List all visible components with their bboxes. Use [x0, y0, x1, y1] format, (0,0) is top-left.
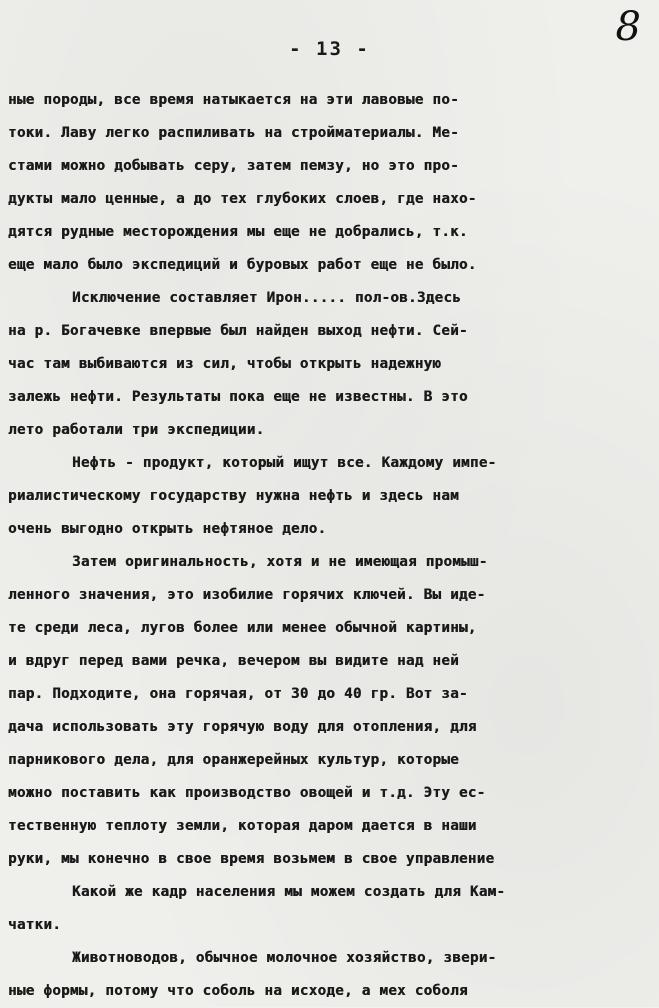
text-line: на р. Богачевке впервые был найден выход нефти. Сей- [8, 323, 468, 339]
text-line: риалистическому государству нужна нефть и здесь нам [8, 488, 459, 504]
paragraph-start-line: Нефть - продукт, который ищут все. Каждому импе- [72, 455, 497, 471]
text-line: ные формы, потому что соболь на исходе, а мех соболя [8, 983, 468, 999]
text-line: тественную теплоту земли, которая даром дается в наши [8, 818, 477, 834]
page-number: - 13 - [289, 38, 370, 60]
paragraph-start-line: Затем оригинальность, хотя и не имеющая промыш- [72, 554, 488, 570]
text-line: еще мало было экспедиций и буровых работ еще не было. [8, 257, 477, 273]
text-line: залежь нефти. Результаты пока еще не известны. В это [8, 389, 468, 405]
paragraph-start-line: Животноводов, обычное молочное хозяйство, звери- [72, 950, 497, 966]
text-line: ленного значения, это изобилие горячих ключей. Вы иде- [8, 587, 486, 603]
text-line: и вдруг перед вами речка, вечером вы видите над ней [8, 653, 459, 669]
paragraph-start-line: Какой же кадр населения мы можем создать для Кам- [72, 884, 506, 900]
text-line: дача использовать эту горячую воду для отопления, для [8, 719, 477, 735]
text-line: те среди леса, лугов более или менее обычной картины, [8, 620, 477, 636]
text-line: можно поставить как производство овощей и т.д. Эту ес- [8, 785, 486, 801]
text-line: парникового дела, для оранжерейных культур, которые [8, 752, 459, 768]
text-body [8, 84, 648, 1008]
text-line: пар. Подходите, она горячая, от 30 до 40 гр. Вот за- [8, 686, 468, 702]
text-line: лето работали три экспедиции. [8, 422, 265, 438]
text-line: дукты мало ценные, а до тех глубоких слоев, где нахо- [8, 191, 477, 207]
text-line: очень выгодно открыть нефтяное дело. [8, 521, 327, 537]
text-line: ные породы, все время натыкается на эти лавовые по- [8, 92, 459, 108]
text-line: токи. Лаву легко распиливать на стройматериалы. Ме- [8, 125, 459, 141]
archive-number: 8 [615, 4, 641, 50]
text-line: руки, мы конечно в свое время возьмем в свое управление [8, 851, 495, 867]
text-line: дятся рудные месторождения мы еще не добрались, т.к. [8, 224, 468, 240]
text-line: час там выбиваются из сил, чтобы открыть надежную [8, 356, 442, 372]
text-line: чатки. [8, 917, 62, 933]
text-line: стами можно добывать серу, затем пемзу, но это про- [8, 158, 459, 174]
paragraph-start-line: Исключение составляет Ирон..... пол-ов.Здесь [72, 290, 462, 306]
